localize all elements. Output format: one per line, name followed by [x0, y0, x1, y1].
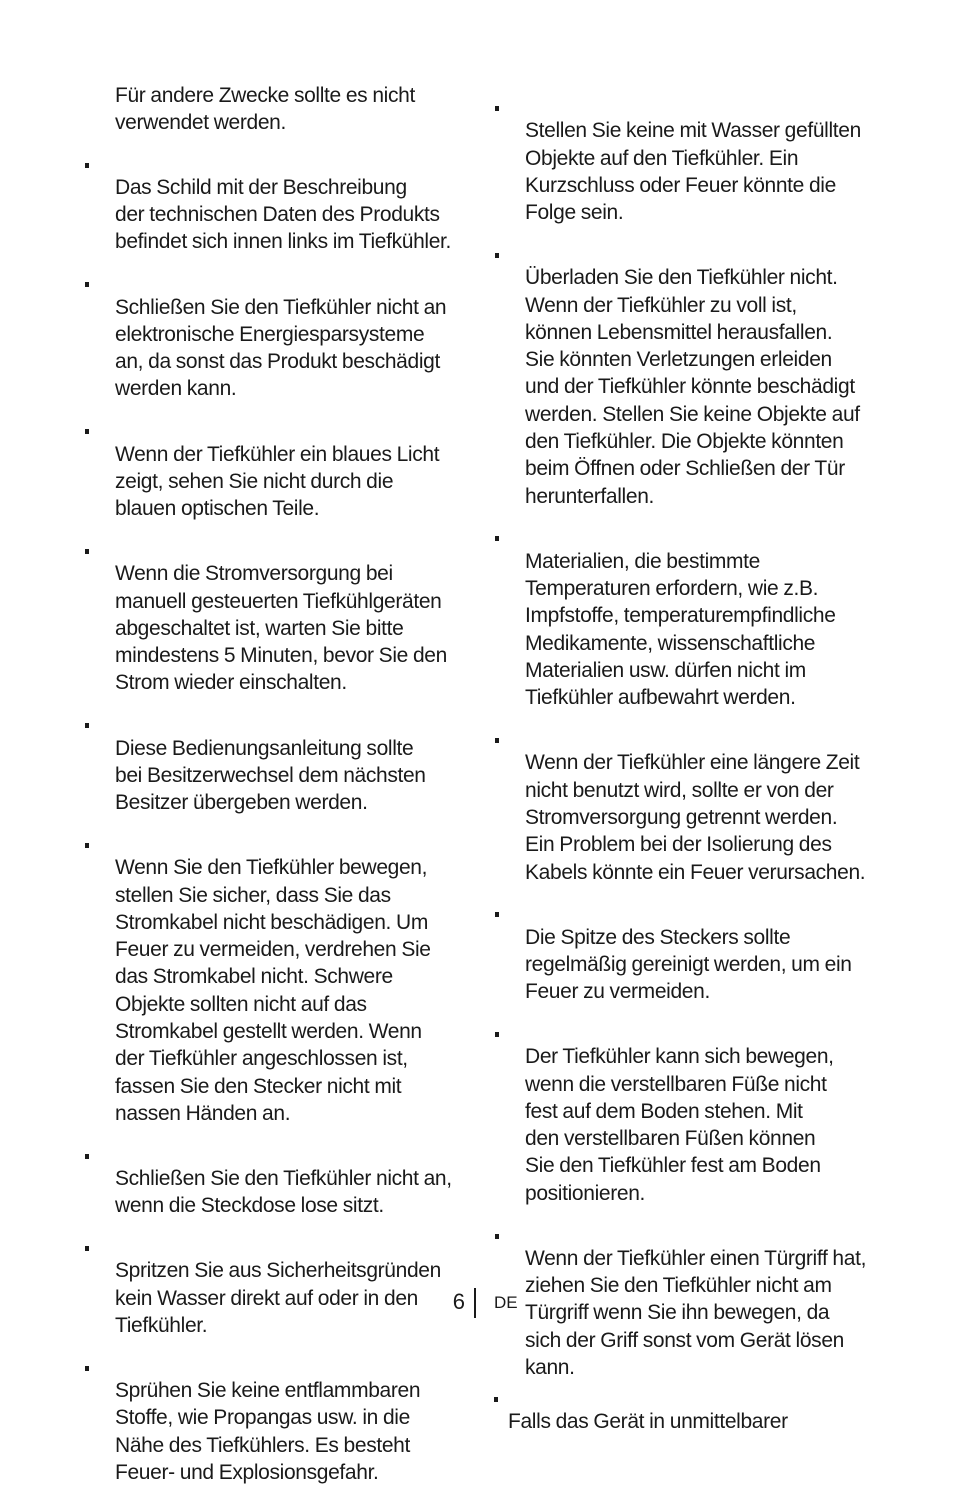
page-footer — [0, 1286, 954, 1320]
list-item — [78, 266, 468, 402]
bullet-icon — [85, 1366, 89, 1371]
page-number: 6 — [452, 1289, 465, 1314]
list-item-text: Der Tiefkühler kann sich bewegen, wenn die verstellbaren Füße nicht fest auf dem Boden stehen. Mit den verstellbaren Füßen können Sie den Tiefkühler fest am Boden positionieren. — [525, 1045, 834, 1205]
language-code: DE — [494, 1293, 518, 1312]
list-item-text: Wenn der Tiefkühler einen Türgriff hat, ziehen Sie den Tiefkühler nicht am Türgriff wenn Sie ihn bewegen, da sich der Griff sonst vom Gerät lösen kann. — [525, 1246, 867, 1380]
list-item-text: Spritzen Sie aus Sicherheitsgründen kein Wasser direkt auf oder in den Tiefkühler. — [115, 1259, 441, 1337]
list-item-text: Materialien, die bestimmte Temperaturen erfordern, wie z.B. Impfstoffe, temperaturempfindliche Medikamente, wissenschaftliche Materialien usw. dürfen nicht im Tiefkühler aufbewahrt werden. — [525, 549, 836, 710]
list-item — [488, 1016, 880, 1207]
bullet-icon — [495, 912, 499, 917]
list-item-text: Wenn die Stromversorgung bei manuell gesteuerten Tiefkühlgeräten abgeschaltet ist, warten Sie bitte mindestens 5 Minuten, bevor Sie den Strom wieder einschalten. — [115, 562, 447, 695]
bullet-icon — [85, 282, 89, 287]
bullet-icon — [85, 843, 89, 848]
left-column — [78, 82, 468, 1497]
list-item — [78, 413, 468, 522]
list-item — [488, 520, 880, 711]
list-item-text: Sprühen Sie keine entflammbaren Stoffe, wie Propangas usw. in die Nähe des Tiefkühlers. Es besteht Feuer- und Explosionsgefahr. — [115, 1379, 421, 1484]
bullet-icon — [495, 1032, 499, 1037]
bullet-icon — [495, 253, 499, 258]
list-item — [488, 896, 880, 1005]
bullet-icon — [85, 1154, 89, 1159]
list-item — [78, 1138, 468, 1220]
bullet-icon — [495, 738, 499, 743]
bullet-icon — [85, 429, 89, 434]
list-item — [78, 1230, 468, 1339]
list-item — [488, 237, 880, 510]
list-item — [78, 147, 468, 256]
list-item — [78, 827, 468, 1127]
list-item-text: Wenn der Tiefkühler eine längere Zeit nicht benutzt wird, sollte er von der Stromversorgung getrennt werden. Ein Problem bei der Isolierung des Kabels könnte ein Feuer verursachen. — [525, 751, 866, 884]
bullet-icon — [85, 163, 89, 168]
list-item-text: Stellen Sie keine mit Wasser gefüllten Objekte auf den Tiefkühler. Ein Kurzschluss oder Feuer könnte die Folge sein. — [525, 119, 861, 225]
footer-divider — [474, 1288, 476, 1318]
list-item — [488, 90, 880, 226]
list-item — [78, 1350, 468, 1486]
list-item-text: Schließen Sie den Tiefkühler nicht an elektronische Energiesparsysteme an, da sonst das Produkt beschädigt werden kann. — [115, 295, 447, 401]
list-item — [488, 1381, 880, 1436]
list-item — [78, 707, 468, 816]
list-item-text: Überladen Sie den Tiefkühler nicht. Wenn der Tiefkühler zu voll ist, können Lebensmittel herausfallen. Sie könnten Verletzungen erleiden und der Tiefkühler könnte beschädigt werden. Stellen Sie keine Objekte auf den Tiefkühler. Die Objekte könnten beim Öffnen oder Schließen der Tür herunterfallen. — [525, 266, 860, 508]
list-item — [488, 722, 880, 886]
bullet-icon — [85, 1246, 89, 1251]
list-item-text: Das Schild mit der Beschreibung der technischen Daten des Produkts befindet sich innen links im Tiefkühler. — [115, 175, 452, 254]
list-item-text: Wenn der Tiefkühler ein blaues Licht zeigt, sehen Sie nicht durch die blauen optischen Teile. — [115, 442, 440, 521]
bullet-icon — [495, 1234, 499, 1239]
list-item-text: Falls das Gerät in unmittelbarer — [508, 1410, 788, 1434]
bullet-icon — [85, 723, 89, 728]
list-item-text: Diese Bedienungsanleitung sollte bei Besitzerwechsel dem nächsten Besitzer übergeben werden. — [115, 736, 426, 815]
bullet-icon — [495, 106, 499, 111]
list-item-text: Die Spitze des Steckers sollte regelmäßig gereinigt werden, um ein Feuer zu vermeiden. — [525, 925, 852, 1004]
list-item-text: Wenn Sie den Tiefkühler bewegen, stellen Sie sicher, dass Sie das Stromkabel nicht beschädigen. Um Feuer zu vermeiden, verdrehen Sie das Stromkabel nicht. Schwere Objekte sollten nicht auf das Stromkabel gestellt werden. Wenn der Tiefkühler angeschlossen ist, fassen Sie den Stecker nicht mit nassen Händen an. — [115, 856, 431, 1125]
list-item — [78, 533, 468, 697]
right-column — [488, 82, 880, 1446]
intro-paragraph: Für andere Zwecke sollte es nicht verwendet werden. — [115, 84, 415, 135]
bullet-icon — [495, 536, 499, 541]
bullet-icon — [85, 549, 89, 554]
bullet-icon — [494, 1397, 498, 1402]
list-item-text: Schließen Sie den Tiefkühler nicht an, wenn die Steckdose lose sitzt. — [115, 1166, 452, 1218]
